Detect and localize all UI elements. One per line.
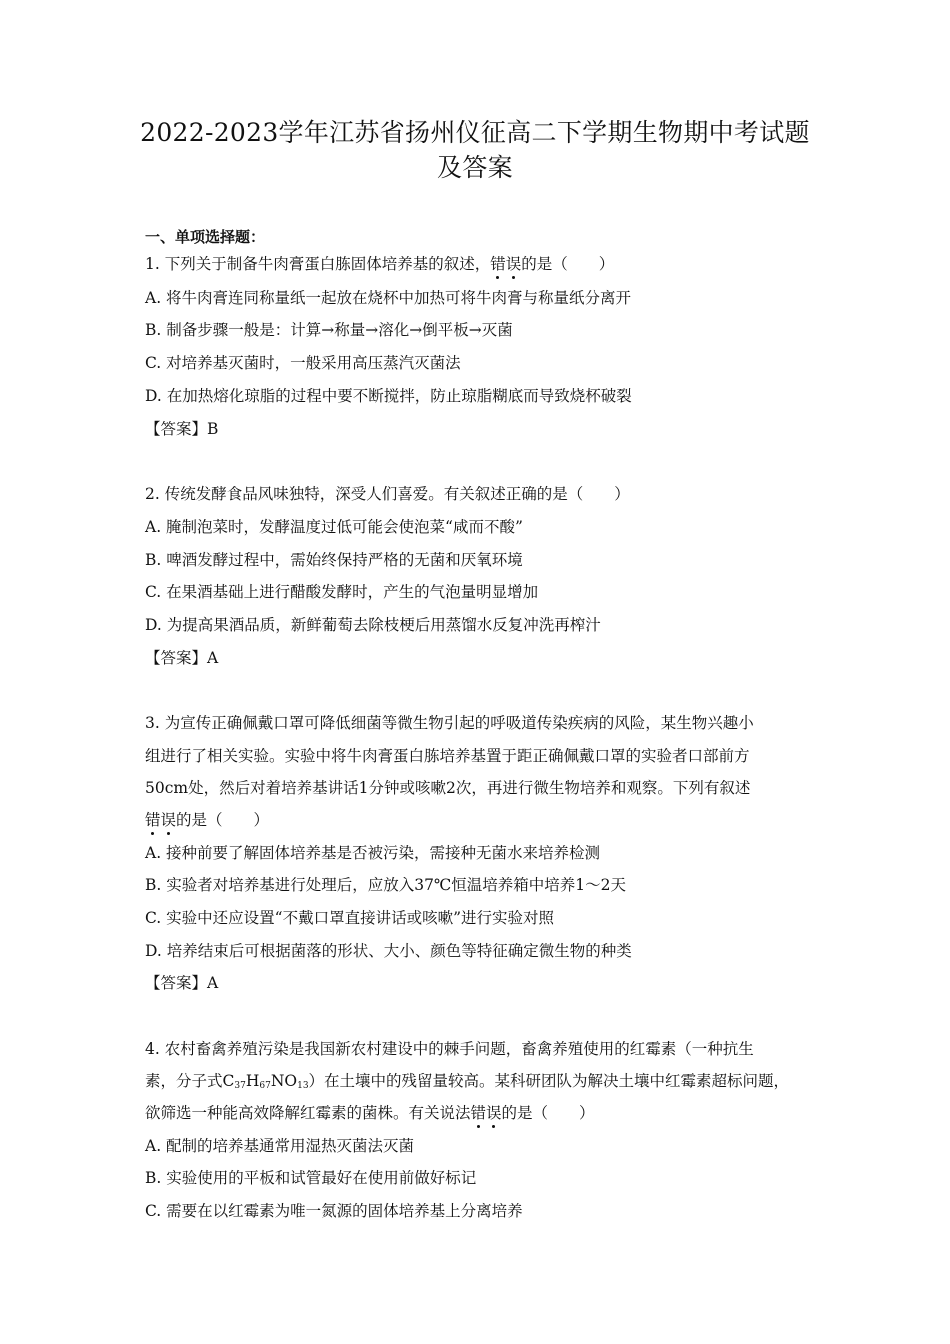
question-1-option-c: C. 对培养基灭菌时，一般采用高压蒸汽灭菌法 — [145, 354, 461, 372]
question-1-stem — [145, 254, 614, 274]
question-3-stem-line-1: 3. 为宣传正确佩戴口罩可降低细菌等微生物引起的呼吸道传染疾病的风险，某生物兴趣小 — [145, 714, 754, 732]
q3-stem-tail: 的是（ ） — [176, 811, 270, 829]
question-2-option-b: B. 啤酒发酵过程中，需始终保持严格的无菌和厌氧环境 — [145, 551, 523, 569]
question-3-stem-line-4 — [145, 810, 269, 830]
q4-line2-text: NO — [270, 1072, 298, 1090]
emphasis-char: 误 — [486, 1104, 502, 1122]
question-2-option-d: D. 为提高果酒品质，新鲜葡萄去除枝梗后用蒸馏水反复冲洗再榨汁 — [145, 616, 601, 634]
question-2-option-a: A. 腌制泡菜时，发酵温度过低可能会使泡菜“咸而不酸” — [145, 518, 523, 536]
q4-stem-tail: 的是（ ） — [501, 1104, 595, 1122]
question-1-answer: 【答案】B — [145, 420, 219, 438]
question-2-option-c: C. 在果酒基础上进行醋酸发酵时，产生的气泡量明显增加 — [145, 583, 539, 601]
question-4-option-c: C. 需要在以红霉素为唯一氮源的固体培养基上分离培养 — [145, 1202, 523, 1220]
q4-line2-text: 素，分子式C — [145, 1072, 235, 1090]
subscript: 67 — [259, 1081, 271, 1091]
emphasis-char: 误 — [160, 811, 177, 829]
question-3-stem-line-3: 50cm处，然后对着培养基讲话1分钟或咳嗽2次，再进行微生物培养和观察。下列有叙述 — [145, 779, 751, 797]
question-1-option-b: B. 制备步骤一般是：计算→称量→溶化→倒平板→灭菌 — [145, 321, 513, 339]
section-heading: 一、单项选择题： — [145, 228, 266, 246]
question-3-option-c: C. 实验中还应设置“不戴口罩直接讲话或咳嗽”进行实验对照 — [145, 909, 555, 927]
question-3-option-b: B. 实验者对培养基进行处理后，应放入37℃恒温培养箱中培养1～2天 — [145, 876, 627, 894]
subscript: 13 — [297, 1081, 309, 1091]
q1-stem-tail: 的是（ ） — [521, 255, 615, 273]
q1-stem-text: 1. 下列关于制备牛肉膏蛋白胨固体培养基的叙述， — [145, 255, 491, 273]
question-4-option-b: B. 实验使用的平板和试管最好在使用前做好标记 — [145, 1169, 477, 1187]
question-4-stem-line-2 — [145, 1071, 789, 1096]
question-4-stem-line-1: 4. 农村畜禽养殖污染是我国新农村建设中的棘手问题，畜禽养殖使用的红霉素（一种抗生 — [145, 1040, 754, 1058]
emphasis-char: 误 — [505, 255, 522, 273]
question-2-answer: 【答案】A — [145, 649, 219, 667]
q4-line2-text: H — [245, 1072, 260, 1090]
q4-line2-text: ）在土壤中的残留量较高。某科研团队为解决土壤中红霉素超标问题， — [308, 1072, 790, 1090]
emphasis-char: 错 — [490, 255, 506, 273]
subscript: 37 — [234, 1081, 246, 1091]
q4-line3-text: 欲筛选一种能高效降解红霉素的菌株。有关说法 — [145, 1104, 471, 1122]
question-2-stem: 2. 传统发酵食品风味独特，深受人们喜爱。有关叙述正确的是（ ） — [145, 485, 630, 503]
title-line-1: 2022-2023学年江苏省扬州仪征高二下学期生物期中考试题 — [140, 118, 810, 147]
question-3-option-a: A. 接种前要了解固体培养基是否被污染，需接种无菌水来培养检测 — [145, 844, 601, 862]
question-3-answer: 【答案】A — [145, 974, 219, 992]
question-1-option-d: D. 在加热熔化琼脂的过程中要不断搅拌，防止琼脂糊底而导致烧杯破裂 — [145, 387, 632, 405]
emphasis-char: 错 — [470, 1104, 487, 1122]
question-3-stem-line-2: 组进行了相关实验。实验中将牛肉膏蛋白胨培养基置于距正确佩戴口罩的实验者口部前方 — [145, 747, 750, 765]
question-3-option-d: D. 培养结束后可根据菌落的形状、大小、颜色等特征确定微生物的种类 — [145, 942, 632, 960]
question-4-option-a: A. 配制的培养基通常用湿热灭菌法灭菌 — [145, 1137, 415, 1155]
title-line-2: 及答案 — [437, 153, 513, 182]
document-title — [100, 115, 850, 185]
question-4-stem-line-3 — [145, 1103, 595, 1123]
emphasis-char: 错 — [145, 811, 161, 829]
question-1-option-a: A. 将牛肉膏连同称量纸一起放在烧杯中加热可将牛肉膏与称量纸分离开 — [145, 289, 632, 307]
